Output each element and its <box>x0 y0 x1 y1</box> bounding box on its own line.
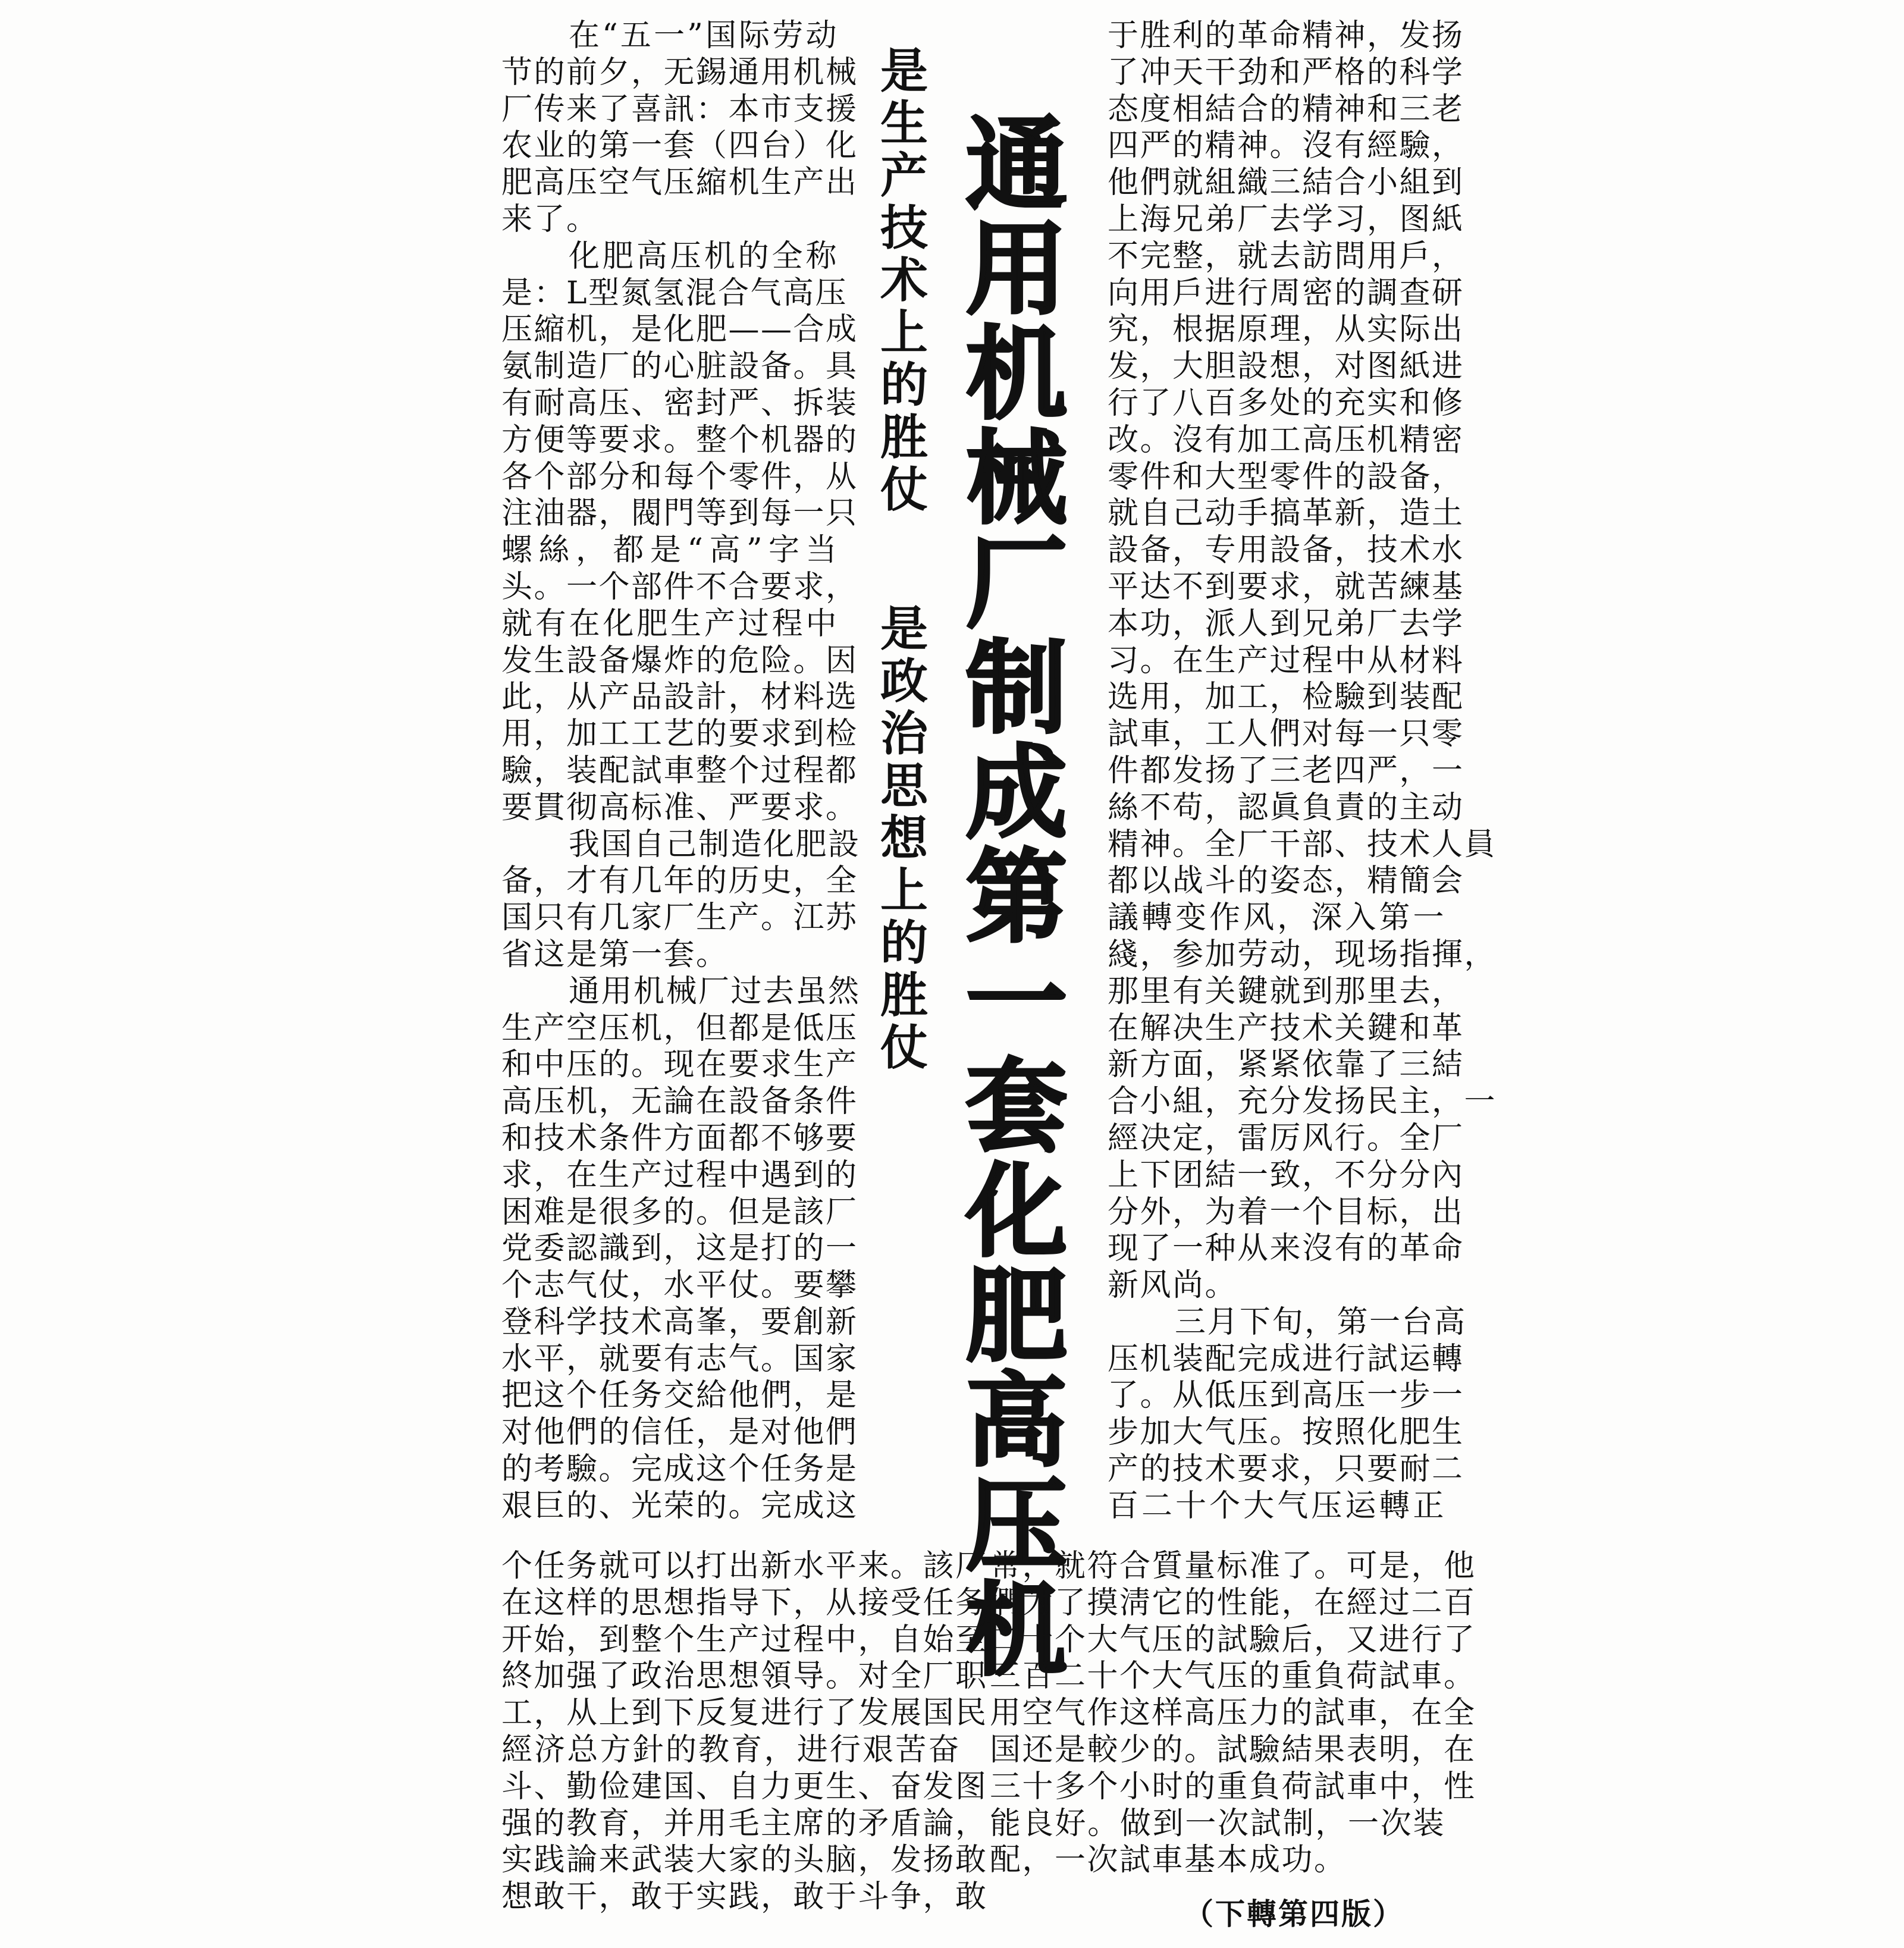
text-line: 都以战斗的姿态，精簡会 <box>1108 863 1464 899</box>
text-line: 新风尚。 <box>1108 1268 1238 1304</box>
text-line: 求，在生产过程中遇到的 <box>501 1157 858 1193</box>
text-line: 节的前夕，无錫通用机械 <box>501 54 858 90</box>
text-line: 上海兄弟厂去学习，图紙 <box>1108 201 1464 237</box>
text-line: 經济总方針的教育，进行艰苦奋 <box>501 1731 961 1768</box>
text-line: 选用，加工，检驗到装配 <box>1108 679 1464 716</box>
text-line: 想敢干，敢于实践，敢于斗争，敢 <box>501 1879 988 1915</box>
vertical-char: 的 <box>880 915 928 971</box>
continued-on-page-note: （下轉第四版） <box>1184 1897 1404 1931</box>
vertical-char: 化 <box>965 1153 1067 1271</box>
vertical-char: 治 <box>880 706 928 761</box>
vertical-char: 一 <box>965 944 1067 1062</box>
vertical-char: 机 <box>965 316 1067 434</box>
text-line: 产的技术要求，只要耐二 <box>1108 1451 1464 1488</box>
text-line: 上下团結一致，不分分內 <box>1108 1157 1464 1193</box>
vertical-char: 成 <box>965 735 1067 852</box>
text-line: 在这样的思想指导下，从接受任务 <box>501 1585 988 1621</box>
text-line: 对他們的信任，是对他們 <box>501 1414 858 1451</box>
vertical-char: 技 <box>880 200 928 256</box>
text-line: 开始，到整个生产过程中，自始至 <box>501 1621 988 1658</box>
text-line: 百二十个大气压运轉正 <box>1108 1488 1445 1524</box>
text-line: 国还是較少的。試驗結果表明，在 <box>990 1731 1476 1768</box>
vertical-char: 上 <box>880 305 928 360</box>
text-line: 究，根据原理，从实际出 <box>1108 312 1464 348</box>
article-bottom-right <box>990 1548 1476 1879</box>
vertical-char: 机 <box>965 1572 1067 1690</box>
text-line: 和技术条件方面都不够要 <box>501 1120 858 1156</box>
text-line: 有耐高压、密封严、拆装 <box>501 385 858 421</box>
text-line: 困难是很多的。但是該厂 <box>501 1194 858 1230</box>
text-line: 备，才有几年的历史，全 <box>501 863 858 899</box>
text-line: 通用机械厂过去虽然 <box>569 973 861 1009</box>
vertical-char: 制 <box>965 630 1067 748</box>
text-line: 把这个任务交給他們，是 <box>501 1378 858 1414</box>
text-line: 方便等要求。整个机器的 <box>501 422 858 458</box>
article-bottom-left <box>501 1548 988 1916</box>
vertical-char: 胜 <box>880 410 928 465</box>
text-line: 新方面，紧紧依靠了三結 <box>1108 1047 1464 1083</box>
text-line: 們为了摸淸它的性能，在經过二百 <box>990 1585 1476 1621</box>
text-line: 水平，就要有志气。国家 <box>501 1341 858 1377</box>
text-line: 厂传来了喜訊：本市支援 <box>501 91 858 127</box>
vertical-char: 高 <box>965 1363 1067 1480</box>
text-line: 那里有关鍵就到那里去， <box>1108 973 1464 1009</box>
text-line: 压縮机，是化肥——合成 <box>501 312 858 348</box>
vertical-char: 是 <box>880 601 928 657</box>
text-line: 驗，装配試車整个过程都 <box>501 752 858 789</box>
text-line: 要貫彻高标准、严要求。 <box>501 789 858 826</box>
text-line: 議轉变作风，深入第一 <box>1108 900 1445 936</box>
text-line: 了冲天干劲和严格的科学 <box>1108 54 1464 90</box>
text-line: 是：L型氮氢混合气高压 <box>501 275 848 311</box>
text-line: 斗、勤俭建国、自力更生、奋发图 <box>501 1768 988 1805</box>
text-line: 农业的第一套（四台）化 <box>501 128 858 164</box>
vertical-char: 的 <box>880 357 928 413</box>
text-line: 强的教育，并用毛主席的矛盾論， <box>501 1805 988 1842</box>
text-line: 常，就符合質量标准了。可是，他 <box>990 1548 1476 1584</box>
text-line: 实践論来武装大家的头脑，发扬敢 <box>501 1842 988 1878</box>
text-line: 四严的精神。沒有經驗， <box>1108 128 1464 164</box>
text-line: 我国自己制造化肥設 <box>569 826 861 862</box>
vertical-char: 仗 <box>880 462 928 517</box>
text-line: 肥高压空气压縮机生产出 <box>501 165 858 201</box>
text-line: 件都发扬了三老四严，一 <box>1108 752 1464 789</box>
text-line: 此，从产品設計，材料选 <box>501 679 858 716</box>
text-line: 用，加工工艺的要求到检 <box>501 716 858 752</box>
text-line: 配，一次試車基本成功。 <box>990 1842 1347 1878</box>
vertical-char: 胜 <box>880 968 928 1023</box>
vertical-char: 思 <box>880 758 928 814</box>
text-line: 分外，为着一个目标，出 <box>1108 1194 1464 1230</box>
vertical-char: 政 <box>880 654 928 709</box>
text-line: 終加强了政治思想領导。对全厂职 <box>501 1658 988 1695</box>
text-line: 发，大胆設想，对图紙进 <box>1108 349 1464 385</box>
vertical-char: 仗 <box>880 1020 928 1075</box>
text-line: 各个部分和每个零件，从 <box>501 459 858 495</box>
text-line: 絲不苟，認眞負責的主动 <box>1108 789 1464 826</box>
text-line: 不完整，就去訪問用戶， <box>1108 238 1464 274</box>
text-line: 本功，派人到兄弟厂去学 <box>1108 606 1464 642</box>
text-line: 行了八百多处的充实和修 <box>1108 385 1464 421</box>
text-line: 步加大气压。按照化肥生 <box>1108 1414 1464 1451</box>
text-line: 零件和大型零件的設备， <box>1108 459 1464 495</box>
text-line: 国只有几家厂生产。江苏 <box>501 900 858 936</box>
vertical-char: 械 <box>965 421 1067 538</box>
text-line: 和中压的。现在要求生产 <box>501 1047 858 1083</box>
vertical-char: 生 <box>880 96 928 151</box>
text-line: 向用戶进行周密的調查研 <box>1108 275 1464 311</box>
text-line: 压机装配完成进行試运轉 <box>1108 1341 1464 1377</box>
text-line: 来了。 <box>501 201 599 237</box>
text-line: 党委認識到，这是打的一 <box>501 1231 858 1267</box>
vertical-char: 压 <box>965 1467 1067 1585</box>
text-line: 发生設备爆炸的危险。因 <box>501 642 858 679</box>
text-line: 二十个大气压的試驗后，又进行了 <box>990 1621 1476 1658</box>
text-line: 精神。全厂干部、技术人員 <box>1108 826 1497 862</box>
vertical-char: 肥 <box>965 1258 1067 1376</box>
article-column-right <box>1108 18 1497 1525</box>
text-line: 的考驗。完成这个任务是 <box>501 1451 858 1488</box>
text-line: 个任务就可以打出新水平来。該厂 <box>501 1548 988 1584</box>
text-line: 化肥高压机的全称 <box>569 238 838 274</box>
text-line: 工，从上到下反复进行了发展国民 <box>501 1695 988 1731</box>
text-line: 螺絲，都是“高”字当 <box>501 532 838 569</box>
text-line: 試車，工人們对每一只零 <box>1108 716 1464 752</box>
vertical-char: 套 <box>965 1049 1067 1166</box>
headline <box>961 106 1072 1690</box>
vertical-char: 产 <box>880 148 928 203</box>
text-line: 了。从低压到高压一步一 <box>1108 1378 1464 1414</box>
text-line: 艰巨的、光荣的。完成这 <box>501 1488 858 1524</box>
text-line: 现了一种从来沒有的革命 <box>1108 1231 1464 1267</box>
text-line: 合小組，充分发扬民主，一 <box>1108 1084 1497 1120</box>
text-line: 高压机，无論在設备条件 <box>501 1084 858 1120</box>
vertical-char: 厂 <box>965 525 1067 643</box>
text-line: 三百二十个大气压的重負荷試車。 <box>990 1658 1476 1695</box>
text-line: 于胜利的革命精神，发扬 <box>1108 18 1464 54</box>
text-line: 省这是第一套。 <box>501 936 729 973</box>
text-line: 綫，参加劳动，现场指揮， <box>1108 936 1497 973</box>
text-line: 改。沒有加工高压机精密 <box>1108 422 1464 458</box>
text-line: 在解决生产技术关鍵和革 <box>1108 1010 1464 1046</box>
text-line: 态度相結合的精神和三老 <box>1108 91 1464 127</box>
text-line: 登科学技术高峯，要創新 <box>501 1304 858 1340</box>
vertical-char: 通 <box>965 106 1067 224</box>
text-line: 三十多个小时的重負荷試車中，性 <box>990 1768 1476 1805</box>
text-line: 个志气仗，水平仗。要攀 <box>501 1268 858 1304</box>
subtitle-political-victory <box>872 603 936 1074</box>
text-line: 习。在生产过程中从材料 <box>1108 642 1464 679</box>
text-line: 头。一个部件不合要求， <box>501 569 858 605</box>
vertical-char: 第 <box>965 839 1067 957</box>
article-column-left <box>501 18 861 1525</box>
text-line: 注油器，閥門等到每一只 <box>501 495 858 532</box>
vertical-char: 用 <box>965 211 1067 329</box>
vertical-char: 术 <box>880 253 928 308</box>
text-line: 就自己动手搞革新，造土 <box>1108 495 1464 532</box>
text-line: 氨制造厂的心脏設备。具 <box>501 349 858 385</box>
text-line: 就有在化肥生产过程中 <box>501 606 838 642</box>
text-line: 能良好。做到一次試制，一次装 <box>990 1805 1445 1842</box>
text-line: 在“五一”国际劳动 <box>569 18 838 54</box>
text-line: 生产空压机，但都是低压 <box>501 1010 858 1046</box>
subtitle-technical-victory <box>872 45 936 516</box>
text-line: 他們就組織三結合小組到 <box>1108 165 1464 201</box>
vertical-char: 是 <box>880 43 928 99</box>
text-line: 經决定，雷厉风行。全厂 <box>1108 1120 1464 1156</box>
vertical-char: 想 <box>880 811 928 866</box>
text-line: 三月下旬，第一台高 <box>1175 1304 1467 1340</box>
vertical-char: 上 <box>880 863 928 918</box>
text-line: 平达不到要求，就苦練基 <box>1108 569 1464 605</box>
text-line: 設备，专用設备，技术水 <box>1108 532 1464 569</box>
text-line: 用空气作这样高压力的試車，在全 <box>990 1695 1476 1731</box>
